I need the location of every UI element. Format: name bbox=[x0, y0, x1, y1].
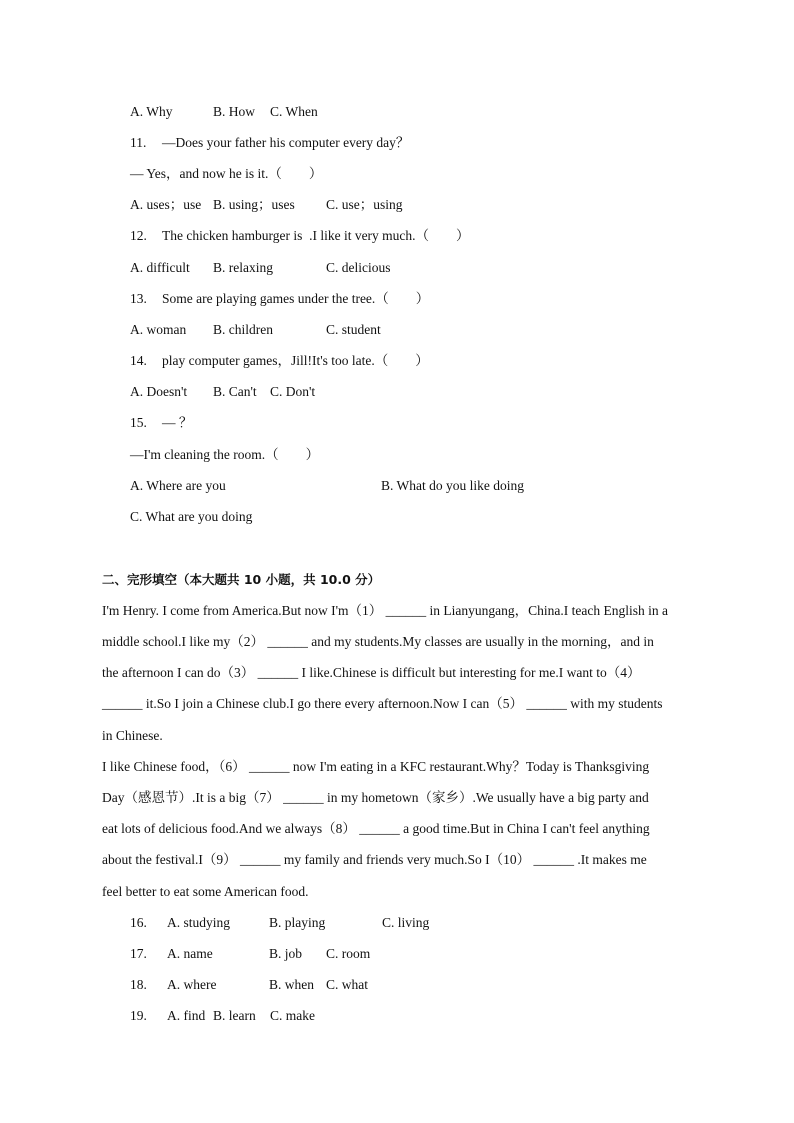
q10-option-b: B. How bbox=[213, 104, 256, 119]
q16-option-a: A. studying bbox=[167, 915, 231, 930]
q16-option-b: B. playing bbox=[269, 915, 326, 930]
passage-line-3: the afternoon I can do（3） ______ I like.Chinese is difficult but interesting for me.I want to（4） bbox=[102, 665, 641, 680]
q12-option-b: B. relaxing bbox=[213, 260, 273, 275]
passage-line-7: Day（感恩节）.It is a big（7） ______ in my hometown（家乡）.We usually have a big party and bbox=[102, 790, 649, 805]
q17-option-a: A. name bbox=[167, 946, 213, 961]
q11-stem-line1: —Does your father his computer every day？ bbox=[162, 135, 410, 150]
q13-option-a: A. woman bbox=[130, 322, 187, 337]
passage-line-9: about the festival.I（9） ______ my family and friends very much.So I（10） ______ .It makes me bbox=[102, 852, 647, 867]
q12-stem: The chicken hamburger is .I like it very much.（ ） bbox=[162, 228, 470, 243]
passage-line-5: in Chinese. bbox=[102, 728, 163, 743]
q19-option-c: C. make bbox=[270, 1008, 315, 1023]
q15-stem-line2: —I'm cleaning the room.（ ） bbox=[130, 447, 320, 462]
q14-number: 14. bbox=[130, 353, 147, 368]
q18-option-b: B. when bbox=[269, 977, 314, 992]
q17-option-b: B. job bbox=[269, 946, 303, 961]
q14-option-c: C. Don't bbox=[270, 384, 316, 399]
q17-number: 17. bbox=[130, 946, 147, 961]
q11-stem-line2: — Yes，and now he is it.（ ） bbox=[130, 166, 323, 181]
q12-option-c: C. delicious bbox=[326, 260, 391, 275]
q10-option-c: C. When bbox=[270, 104, 318, 119]
q19-option-a: A. find bbox=[167, 1008, 206, 1023]
passage-line-1: I'm Henry. I come from America.But now I'm（1） ______ in Lianyungang，China.I teach English in a bbox=[102, 603, 668, 618]
q15-number: 15. bbox=[130, 415, 147, 430]
q15-option-b: B. What do you like doing bbox=[381, 478, 524, 493]
q14-stem: play computer games，Jill!It's too late.（ ） bbox=[162, 353, 429, 368]
q18-option-a: A. where bbox=[167, 977, 217, 992]
q11-option-b: B. using；uses bbox=[213, 197, 295, 212]
q19-option-b: B. learn bbox=[213, 1008, 256, 1023]
q13-option-c: C. student bbox=[326, 322, 381, 337]
q15-stem-line1: — ？ bbox=[162, 415, 193, 430]
q16-number: 16. bbox=[130, 915, 147, 930]
q13-option-b: B. children bbox=[213, 322, 273, 337]
q15-option-a: A. Where are you bbox=[130, 478, 226, 493]
q10-option-a: A. Why bbox=[130, 104, 173, 119]
q12-number: 12. bbox=[130, 228, 147, 243]
q18-number: 18. bbox=[130, 977, 147, 992]
q18-option-c: C. what bbox=[326, 977, 368, 992]
q13-stem: Some are playing games under the tree.（ ） bbox=[162, 291, 430, 306]
q14-option-b: B. Can't bbox=[213, 384, 257, 399]
q16-option-c: C. living bbox=[382, 915, 430, 930]
q17-option-c: C. room bbox=[326, 946, 371, 961]
q19-number: 19. bbox=[130, 1008, 147, 1023]
passage-line-2: middle school.I like my（2） ______ and my students.My classes are usually in the morning，and in bbox=[102, 634, 654, 649]
q11-number: 11. bbox=[130, 135, 147, 150]
passage-line-8: eat lots of delicious food.And we always（8） ______ a good time.But in China I can't feel anything bbox=[102, 821, 650, 836]
q11-option-c: C. use；using bbox=[326, 197, 403, 212]
q13-number: 13. bbox=[130, 291, 147, 306]
q11-option-a: A. uses；use bbox=[130, 197, 202, 212]
q14-option-a: A. Doesn't bbox=[130, 384, 188, 399]
passage-line-4: ______ it.So I join a Chinese club.I go there every afternoon.Now I can（5） ______ with my students bbox=[102, 696, 663, 711]
passage-line-10: feel better to eat some American food. bbox=[102, 884, 309, 899]
q12-option-a: A. difficult bbox=[130, 260, 190, 275]
q15-option-c: C. What are you doing bbox=[130, 509, 253, 524]
section-heading: 二、完形填空（本大题共 10 小题，共 10.0 分） bbox=[102, 572, 381, 587]
passage-line-6: I like Chinese food，（6） ______ now I'm eating in a KFC restaurant.Why？Today is Thanksgiving bbox=[102, 759, 650, 774]
